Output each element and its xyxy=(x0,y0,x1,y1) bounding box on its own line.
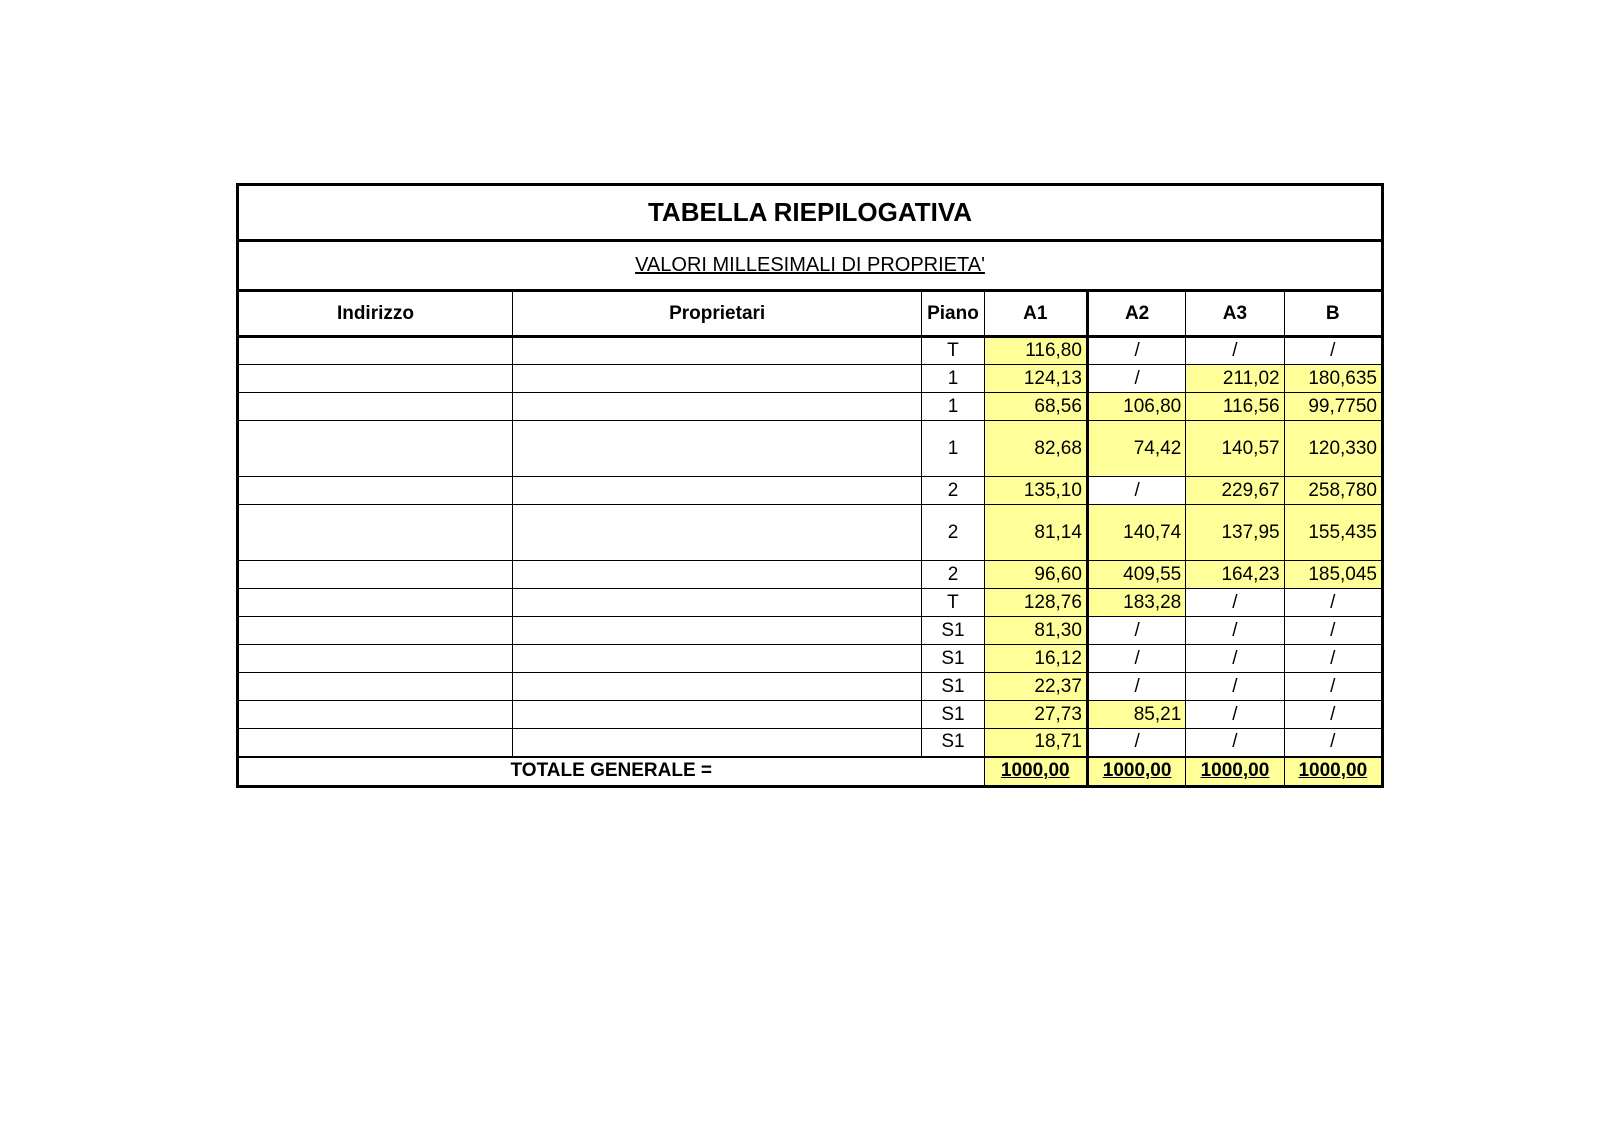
indirizzo-cell xyxy=(238,393,513,421)
a1-cell: 81,14 xyxy=(984,505,1087,561)
proprietari-cell xyxy=(512,365,921,393)
header-row xyxy=(238,291,1383,337)
proprietari-cell xyxy=(512,589,921,617)
a1-cell: 16,12 xyxy=(984,645,1087,673)
table-row xyxy=(238,561,1383,589)
a1-cell: 96,60 xyxy=(984,561,1087,589)
table-row xyxy=(238,589,1383,617)
proprietari-cell xyxy=(512,617,921,645)
summary-table xyxy=(236,183,1384,788)
table-row xyxy=(238,421,1383,477)
indirizzo-cell xyxy=(238,505,513,561)
header-piano: Piano xyxy=(922,291,984,337)
proprietari-cell xyxy=(512,701,921,729)
indirizzo-cell xyxy=(238,617,513,645)
total-a1: 1000,00 xyxy=(1000,760,1070,782)
a3-cell: / xyxy=(1186,645,1284,673)
proprietari-cell xyxy=(512,673,921,701)
a2-cell: / xyxy=(1087,337,1185,365)
header-a3: A3 xyxy=(1186,291,1284,337)
b-cell: / xyxy=(1284,673,1382,701)
piano-cell: 2 xyxy=(922,477,984,505)
a2-cell: 85,21 xyxy=(1087,701,1185,729)
total-b-cell xyxy=(1284,757,1382,787)
a3-cell: / xyxy=(1186,729,1284,757)
piano-cell: 1 xyxy=(922,393,984,421)
proprietari-cell xyxy=(512,729,921,757)
table-subtitle: VALORI MILLESIMALI DI PROPRIETA' xyxy=(635,254,985,276)
a2-cell: / xyxy=(1087,365,1185,393)
b-cell: 99,7750 xyxy=(1284,393,1382,421)
b-cell: 258,780 xyxy=(1284,477,1382,505)
table-row xyxy=(238,505,1383,561)
a2-cell: 74,42 xyxy=(1087,421,1185,477)
b-cell: / xyxy=(1284,701,1382,729)
indirizzo-cell xyxy=(238,477,513,505)
indirizzo-cell xyxy=(238,365,513,393)
header-a2: A2 xyxy=(1087,291,1185,337)
table-row xyxy=(238,393,1383,421)
b-cell: 155,435 xyxy=(1284,505,1382,561)
b-cell: / xyxy=(1284,729,1382,757)
proprietari-cell xyxy=(512,561,921,589)
a1-cell: 135,10 xyxy=(984,477,1087,505)
a3-cell: / xyxy=(1186,589,1284,617)
a1-cell: 128,76 xyxy=(984,589,1087,617)
a1-cell: 18,71 xyxy=(984,729,1087,757)
total-a2-cell xyxy=(1087,757,1185,787)
table-subtitle-cell xyxy=(238,241,1383,291)
table-row xyxy=(238,337,1383,365)
piano-cell: 1 xyxy=(922,421,984,477)
piano-cell: T xyxy=(922,589,984,617)
a1-cell: 82,68 xyxy=(984,421,1087,477)
total-b: 1000,00 xyxy=(1298,760,1368,782)
a2-cell: / xyxy=(1087,477,1185,505)
a3-cell: 229,67 xyxy=(1186,477,1284,505)
a3-cell: 211,02 xyxy=(1186,365,1284,393)
b-cell: / xyxy=(1284,589,1382,617)
piano-cell: S1 xyxy=(922,729,984,757)
a1-cell: 81,30 xyxy=(984,617,1087,645)
indirizzo-cell xyxy=(238,701,513,729)
header-a1: A1 xyxy=(984,291,1087,337)
a2-cell: 140,74 xyxy=(1087,505,1185,561)
table-body xyxy=(238,337,1383,757)
b-cell: / xyxy=(1284,617,1382,645)
a3-cell: 137,95 xyxy=(1186,505,1284,561)
piano-cell: 1 xyxy=(922,365,984,393)
header-b: B xyxy=(1284,291,1382,337)
indirizzo-cell xyxy=(238,561,513,589)
header-proprietari: Proprietari xyxy=(512,291,921,337)
b-cell: 180,635 xyxy=(1284,365,1382,393)
proprietari-cell xyxy=(512,421,921,477)
table-row xyxy=(238,729,1383,757)
a3-cell: / xyxy=(1186,673,1284,701)
a2-cell: 183,28 xyxy=(1087,589,1185,617)
proprietari-cell xyxy=(512,393,921,421)
a1-cell: 22,37 xyxy=(984,673,1087,701)
a3-cell: 116,56 xyxy=(1186,393,1284,421)
table-row xyxy=(238,645,1383,673)
total-a1-cell xyxy=(984,757,1087,787)
piano-cell: 2 xyxy=(922,505,984,561)
a3-cell: / xyxy=(1186,701,1284,729)
table-row xyxy=(238,673,1383,701)
a2-cell: 106,80 xyxy=(1087,393,1185,421)
total-a2: 1000,00 xyxy=(1102,760,1172,782)
a2-cell: 409,55 xyxy=(1087,561,1185,589)
a1-cell: 124,13 xyxy=(984,365,1087,393)
piano-cell: T xyxy=(922,337,984,365)
table-row xyxy=(238,701,1383,729)
a3-cell: / xyxy=(1186,617,1284,645)
indirizzo-cell xyxy=(238,645,513,673)
proprietari-cell xyxy=(512,505,921,561)
proprietari-cell xyxy=(512,645,921,673)
total-label: TOTALE GENERALE = xyxy=(238,757,985,787)
proprietari-cell xyxy=(512,477,921,505)
a3-cell: 164,23 xyxy=(1186,561,1284,589)
indirizzo-cell xyxy=(238,729,513,757)
a3-cell: 140,57 xyxy=(1186,421,1284,477)
table-title: TABELLA RIEPILOGATIVA xyxy=(238,185,1383,241)
a2-cell: / xyxy=(1087,729,1185,757)
proprietari-cell xyxy=(512,337,921,365)
a1-cell: 68,56 xyxy=(984,393,1087,421)
b-cell: / xyxy=(1284,337,1382,365)
b-cell: 120,330 xyxy=(1284,421,1382,477)
a2-cell: / xyxy=(1087,617,1185,645)
piano-cell: S1 xyxy=(922,617,984,645)
piano-cell: S1 xyxy=(922,701,984,729)
table-row xyxy=(238,617,1383,645)
b-cell: 185,045 xyxy=(1284,561,1382,589)
a1-cell: 27,73 xyxy=(984,701,1087,729)
a1-cell: 116,80 xyxy=(984,337,1087,365)
b-cell: / xyxy=(1284,645,1382,673)
table-row xyxy=(238,477,1383,505)
indirizzo-cell xyxy=(238,673,513,701)
piano-cell: 2 xyxy=(922,561,984,589)
indirizzo-cell xyxy=(238,589,513,617)
total-a3-cell xyxy=(1186,757,1284,787)
total-a3: 1000,00 xyxy=(1200,760,1270,782)
a3-cell: / xyxy=(1186,337,1284,365)
total-row xyxy=(238,757,1383,787)
a2-cell: / xyxy=(1087,673,1185,701)
piano-cell: S1 xyxy=(922,645,984,673)
piano-cell: S1 xyxy=(922,673,984,701)
header-indirizzo: Indirizzo xyxy=(238,291,513,337)
indirizzo-cell xyxy=(238,337,513,365)
indirizzo-cell xyxy=(238,421,513,477)
table-row xyxy=(238,365,1383,393)
a2-cell: / xyxy=(1087,645,1185,673)
